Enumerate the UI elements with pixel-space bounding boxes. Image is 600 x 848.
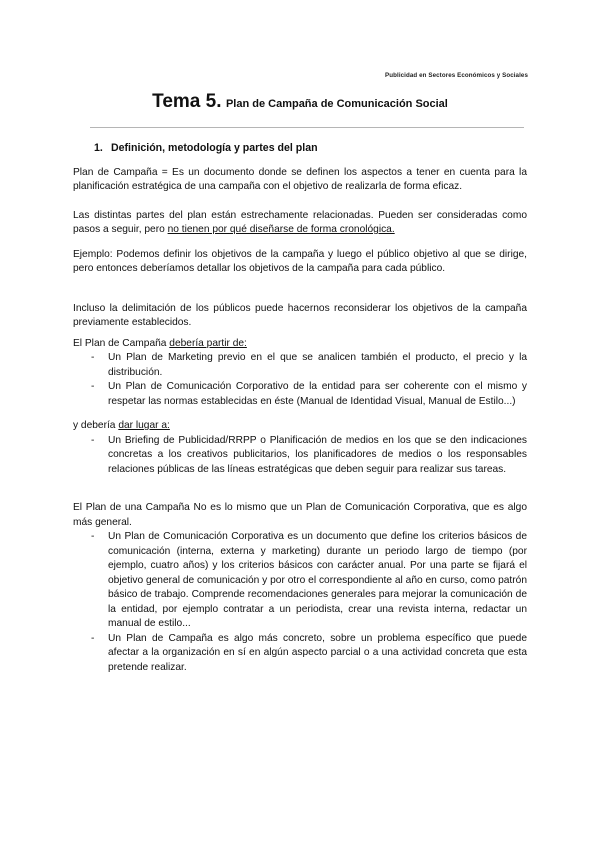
title-main: Tema 5. [152, 91, 222, 112]
list-item-text: Un Plan de Comunicación Corporativo de la entidad para ser coherente con el mismo y respetar las normas establecidas en éste (Manual de Identidad Visual, Manual de Estilo...) [108, 381, 527, 407]
paragraph-lugar-text: y debería [73, 420, 119, 431]
list-item [87, 351, 527, 380]
paragraph-publics: Incluso la delimitación de los públicos puede hacernos reconsiderar los objetivos de la campaña previamente establecidos. [73, 302, 527, 328]
dash-bullet: - [91, 352, 95, 363]
dash-bullet: - [91, 381, 95, 392]
dash-bullet: - [91, 434, 95, 446]
title-divider [90, 127, 524, 128]
list-item-text: Un Briefing de Publicidad/RRPP o Planificación de medios en los que se den indicaciones concretas a los creativos publicitarios, los planificadores de medios o los responsables relaciones públicas de las líneas estratégicas que deben seguir para realizar sus tareas. [108, 434, 527, 475]
list-item [87, 380, 527, 409]
list-item-text: Un Plan de Comunicación Corporativa es un documento que define los criterios básicos de comunicación (interna, externa y marketing) durante un periodo largo de tiempo (por ejemplo, cuatro años) y los criterios básicos con carácter anual. Por una parte se fijará el objetivo general de comunicación y por otro el correspondiente al año en curso, como patrón básico de trabajo. Comprende recomendaciones generales para mejorar la comunicación de la entidad, por ejemplo contratar a un periodista, crear una revista interna, redactar un manual de estilo... [108, 531, 527, 629]
list-item [87, 434, 527, 478]
list-item [87, 632, 527, 676]
list-item [87, 530, 527, 632]
paragraph-general: El Plan de una Campaña No es lo mismo que un Plan de Comunicación Corporativa, que es algo más general. [73, 502, 527, 528]
document-body [73, 141, 527, 675]
paragraph-partir-text: El Plan de Campaña [73, 337, 170, 349]
paragraph-example: Ejemplo: Podemos definir los objetivos de la campaña y luego el público objetivo al que se dirige, pero entonces deberíamos detallar los objetivos de la campaña para cada público. [73, 248, 527, 274]
list-item-text: Un Plan de Campaña es algo más concreto, sobre un problema específico que puede afectar a la organización en sí en algún aspecto parcial o a una actividad concreta que esta pretende realizar. [108, 632, 527, 673]
list-item-text: Un Plan de Marketing previo en el que se analicen también el producto, el precio y la distribución. [108, 352, 527, 378]
list-partir [73, 351, 527, 409]
list-lugar [73, 434, 527, 478]
title-sub: Plan de Campaña de Comunicación Social [225, 98, 448, 110]
running-header: Publicidad en Sectores Económicos y Sociales [385, 72, 528, 79]
section-title: Definición, metodología y partes del plan [110, 142, 318, 154]
paragraph-partir-underlined: debería partir de: [169, 337, 247, 349]
paragraph-partir [73, 337, 527, 352]
list-general [73, 530, 527, 675]
section-heading [94, 141, 527, 156]
dash-bullet: - [91, 632, 95, 644]
section-number: 1. [94, 142, 103, 154]
page-title [0, 91, 600, 113]
paragraph-parts-underlined: no tienen por qué diseñarse de forma cronológica. [167, 224, 395, 235]
paragraph-lugar-underlined: dar lugar a: [118, 420, 170, 431]
paragraph-parts-text: Las distintas partes del plan están estrechamente relacionadas. Pueden ser consideradas como pasos a seguir, pero [73, 209, 527, 235]
paragraph-parts [73, 209, 527, 238]
paragraph-lugar [73, 419, 527, 434]
paragraph-definition: Plan de Campaña = Es un documento donde se definen los aspectos a tener en cuenta para la planificación estratégica de una campaña con el objetivo de realizarla de forma eficaz. [73, 166, 527, 192]
dash-bullet: - [91, 531, 95, 542]
